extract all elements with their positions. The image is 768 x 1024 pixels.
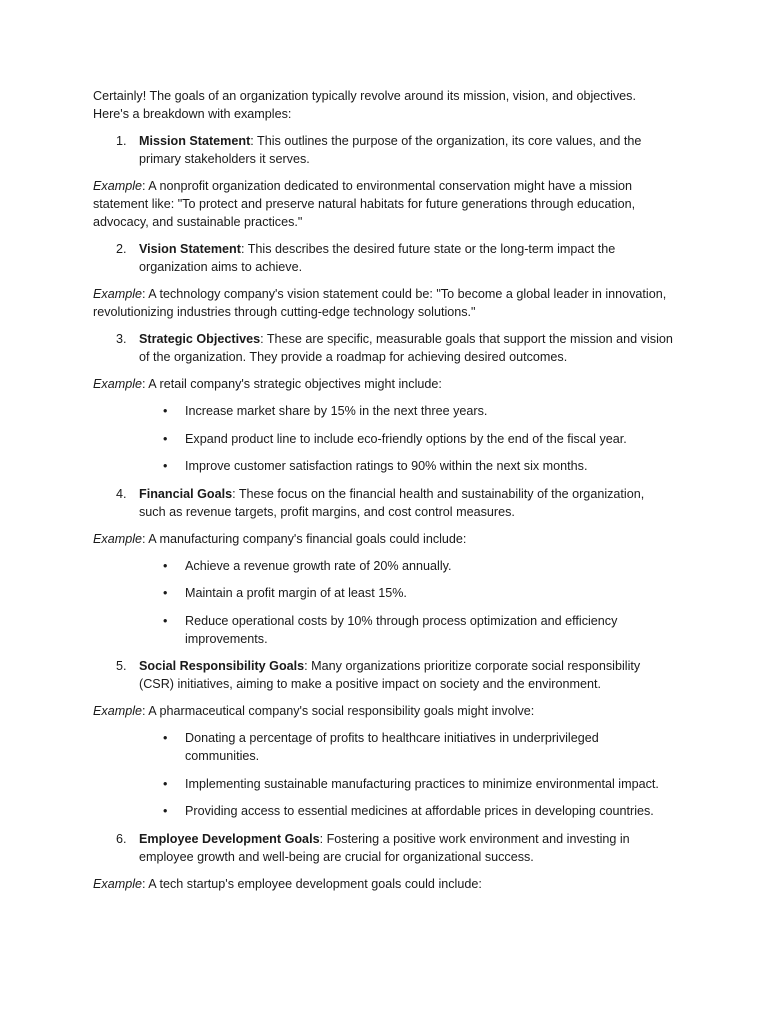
example-text: : A tech startup's employee development goals could include:	[142, 876, 482, 891]
item-number: 4.	[116, 486, 127, 501]
bullet-text: Increase market share by 15% in the next three years.	[185, 404, 488, 418]
numbered-item	[93, 830, 673, 866]
item-title: Financial Goals	[139, 486, 233, 501]
bullet-text: Donating a percentage of profits to healthcare initiatives in underprivileged communities.	[185, 731, 599, 763]
bullet-item	[93, 584, 673, 602]
item-number: 1.	[116, 134, 127, 148]
example-text: : A pharmaceutical company's social responsibility goals might involve:	[142, 704, 535, 718]
bullet-icon: •	[163, 731, 168, 745]
bullet-list	[93, 557, 673, 648]
bullet-item	[93, 802, 673, 820]
bullet-text: Expand product line to include eco-friendly options by the end of the fiscal year.	[185, 431, 627, 446]
example-text: : A technology company's vision statement could be: "To become a global leader in innovation, revolutionizing industries through cutting-edge technology solutions."	[93, 287, 667, 319]
bullet-list	[93, 729, 673, 820]
example-paragraph	[93, 285, 673, 321]
item-number: 5.	[116, 659, 127, 673]
section-vision	[93, 240, 673, 321]
item-title: Strategic Objectives	[139, 332, 261, 346]
example-text: : A nonprofit organization dedicated to environmental conservation might have a mission statement like: "To protect and preserve natural habitats for future generations through education, advocacy, and sustainable practices."	[93, 179, 636, 229]
intro-paragraph: Certainly! The goals of an organization typically revolve around its mission, vision, and objectives. Here's a breakdown with examples:	[93, 89, 636, 121]
example-paragraph	[93, 702, 673, 720]
numbered-item	[93, 657, 673, 693]
bullet-text: Improve customer satisfaction ratings to 90% within the next six months.	[185, 459, 588, 473]
example-paragraph	[93, 875, 673, 893]
section-strategic-objectives	[93, 330, 673, 475]
item-text: : These focus on the financial health and sustainability of the organization, such as revenue targets, profit margins, and cost control measures.	[139, 486, 645, 519]
item-title: Mission Statement	[139, 134, 251, 148]
bullet-text: Reduce operational costs by 10% through process optimization and efficiency improvements.	[185, 613, 618, 646]
example-label: Example	[93, 287, 142, 301]
section-social-responsibility	[93, 657, 673, 820]
item-text: : These are specific, measurable goals that support the mission and vision of the organization. They provide a roadmap for achieving desired outcomes.	[139, 332, 673, 364]
bullet-icon: •	[163, 404, 168, 418]
numbered-item	[93, 132, 673, 168]
example-text: : A retail company's strategic objectives might include:	[142, 377, 442, 391]
numbered-item	[93, 485, 673, 521]
bullet-text: Maintain a profit margin of at least 15%.	[185, 586, 407, 600]
bullet-item	[93, 612, 673, 648]
item-title: Social Responsibility Goals	[139, 659, 305, 673]
example-label: Example	[93, 876, 142, 891]
item-title: Vision Statement	[139, 242, 241, 256]
example-label: Example	[93, 531, 142, 546]
example-label: Example	[93, 704, 142, 718]
bullet-item	[93, 402, 673, 420]
bullet-list	[93, 402, 673, 475]
bullet-item	[93, 775, 673, 793]
section-mission	[93, 132, 673, 231]
numbered-item	[93, 240, 673, 276]
bullet-icon: •	[163, 804, 168, 818]
bullet-icon: •	[163, 586, 168, 600]
bullet-item	[93, 729, 673, 765]
bullet-item	[93, 457, 673, 475]
document-page	[93, 87, 673, 902]
bullet-text: Providing access to essential medicines at affordable prices in developing countries.	[185, 804, 654, 818]
item-title: Employee Development Goals	[139, 831, 320, 846]
example-text: : A manufacturing company's financial goals could include:	[142, 531, 467, 546]
bullet-icon: •	[163, 613, 168, 628]
bullet-icon: •	[163, 431, 168, 446]
bullet-icon: •	[163, 776, 168, 791]
example-label: Example	[93, 377, 142, 391]
bullet-icon: •	[163, 558, 168, 573]
item-number: 2.	[116, 242, 127, 256]
bullet-icon: •	[163, 459, 168, 473]
item-text: : This describes the desired future state or the long-term impact the organization aims to achieve.	[139, 242, 616, 274]
bullet-text: Achieve a revenue growth rate of 20% annually.	[185, 558, 452, 573]
section-financial-goals	[93, 485, 673, 648]
section-employee-development	[93, 830, 673, 893]
example-paragraph	[93, 375, 673, 393]
item-text: : This outlines the purpose of the organization, its core values, and the primary stakeholders it serves.	[139, 134, 642, 166]
numbered-item	[93, 330, 673, 366]
item-text: : Fostering a positive work environment and investing in employee growth and well-being are crucial for organizational success.	[139, 831, 630, 864]
item-number: 6.	[116, 831, 127, 846]
example-label: Example	[93, 179, 142, 193]
item-number: 3.	[116, 332, 127, 346]
example-paragraph	[93, 177, 673, 231]
bullet-item	[93, 557, 673, 575]
bullet-text: Implementing sustainable manufacturing practices to minimize environmental impact.	[185, 776, 659, 791]
bullet-item	[93, 430, 673, 448]
item-text: : Many organizations prioritize corporate social responsibility (CSR) initiatives, aiming to make a positive impact on society and the environment.	[139, 659, 641, 691]
example-paragraph	[93, 530, 673, 548]
